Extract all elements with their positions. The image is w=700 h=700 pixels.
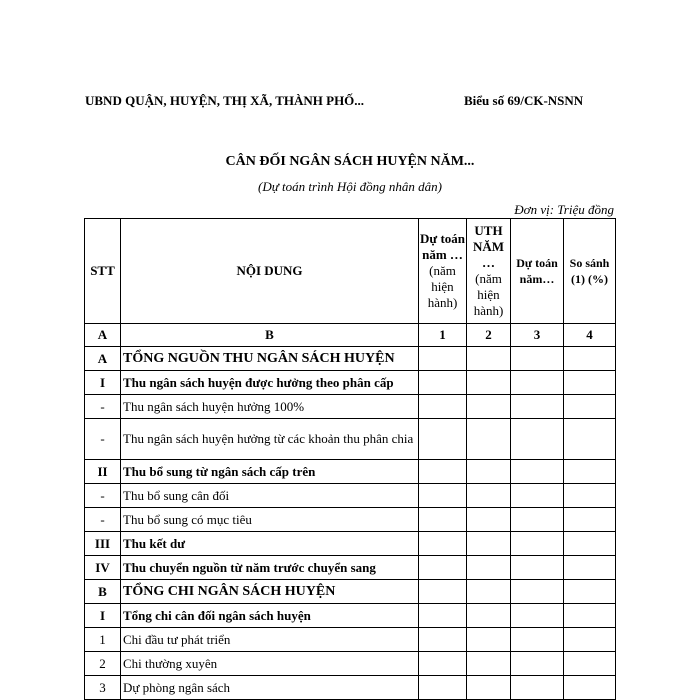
value-cell[interactable] bbox=[511, 347, 564, 371]
unit-label: Đơn vị: Triệu đồng bbox=[514, 202, 614, 217]
value-cell[interactable] bbox=[467, 604, 511, 628]
col-header-uth-main: UTH NĂM … bbox=[472, 223, 505, 270]
row-stt: 3 bbox=[85, 676, 121, 700]
value-cell[interactable] bbox=[564, 347, 616, 371]
table-row bbox=[85, 556, 616, 580]
row-stt: B bbox=[85, 580, 121, 604]
row-stt: III bbox=[85, 532, 121, 556]
row-content: Thu ngân sách huyện hưởng 100% bbox=[121, 395, 419, 419]
value-cell[interactable] bbox=[467, 460, 511, 484]
index-cell: A bbox=[85, 324, 121, 347]
row-stt: - bbox=[85, 419, 121, 460]
value-cell[interactable] bbox=[564, 532, 616, 556]
value-cell[interactable] bbox=[419, 460, 467, 484]
index-cell: 4 bbox=[564, 324, 616, 347]
value-cell[interactable] bbox=[564, 484, 616, 508]
col-header-estimate-current bbox=[419, 219, 467, 324]
value-cell[interactable] bbox=[511, 532, 564, 556]
value-cell[interactable] bbox=[511, 628, 564, 652]
value-cell[interactable] bbox=[511, 484, 564, 508]
value-cell[interactable] bbox=[419, 532, 467, 556]
row-stt: 2 bbox=[85, 652, 121, 676]
value-cell[interactable] bbox=[467, 652, 511, 676]
value-cell[interactable] bbox=[419, 347, 467, 371]
value-cell[interactable] bbox=[564, 460, 616, 484]
value-cell[interactable] bbox=[511, 652, 564, 676]
row-content: Thu bổ sung từ ngân sách cấp trên bbox=[121, 460, 419, 484]
value-cell[interactable] bbox=[564, 628, 616, 652]
row-content: Thu chuyển nguồn từ năm trước chuyển sang bbox=[121, 556, 419, 580]
form-number: Biểu số 69/CK-NSNN bbox=[464, 93, 584, 108]
value-cell[interactable] bbox=[564, 652, 616, 676]
row-content: Thu ngân sách huyện được hưởng theo phân cấp bbox=[121, 371, 419, 395]
value-cell[interactable] bbox=[419, 419, 467, 460]
row-stt: - bbox=[85, 508, 121, 532]
index-cell: B bbox=[121, 324, 419, 347]
row-stt: I bbox=[85, 371, 121, 395]
table-row bbox=[85, 395, 616, 419]
value-cell[interactable] bbox=[419, 604, 467, 628]
value-cell[interactable] bbox=[564, 676, 616, 700]
value-cell[interactable] bbox=[419, 580, 467, 604]
index-cell: 3 bbox=[511, 324, 564, 347]
row-stt: IV bbox=[85, 556, 121, 580]
table-row bbox=[85, 676, 616, 700]
value-cell[interactable] bbox=[511, 604, 564, 628]
row-stt: A bbox=[85, 347, 121, 371]
table-row bbox=[85, 580, 616, 604]
table-row bbox=[85, 484, 616, 508]
value-cell[interactable] bbox=[564, 419, 616, 460]
value-cell[interactable] bbox=[467, 508, 511, 532]
row-stt: - bbox=[85, 484, 121, 508]
value-cell[interactable] bbox=[511, 580, 564, 604]
issuing-authority: UBND QUẬN, HUYỆN, THỊ XÃ, THÀNH PHỐ... bbox=[85, 93, 365, 108]
row-content: Dự phòng ngân sách bbox=[121, 676, 419, 700]
table-row bbox=[85, 371, 616, 395]
value-cell[interactable] bbox=[419, 371, 467, 395]
table-row bbox=[85, 628, 616, 652]
header-row bbox=[85, 219, 616, 324]
value-cell[interactable] bbox=[467, 580, 511, 604]
col-header-uth-sub: (năm hiện hành) bbox=[473, 271, 504, 318]
table-row bbox=[85, 604, 616, 628]
row-content: Chi thường xuyên bbox=[121, 652, 419, 676]
column-index-row bbox=[85, 324, 616, 347]
value-cell[interactable] bbox=[511, 676, 564, 700]
col-header-estimate-current-main: Dự toán năm … bbox=[420, 231, 465, 262]
row-content: TỔNG CHI NGÂN SÁCH HUYỆN bbox=[121, 580, 419, 604]
value-cell[interactable] bbox=[467, 532, 511, 556]
value-cell[interactable] bbox=[511, 419, 564, 460]
table-row bbox=[85, 347, 616, 371]
table-row bbox=[85, 508, 616, 532]
index-cell: 1 bbox=[419, 324, 467, 347]
value-cell[interactable] bbox=[511, 371, 564, 395]
value-cell[interactable] bbox=[419, 484, 467, 508]
value-cell[interactable] bbox=[511, 508, 564, 532]
value-cell[interactable] bbox=[511, 395, 564, 419]
value-cell[interactable] bbox=[467, 371, 511, 395]
row-stt: - bbox=[85, 395, 121, 419]
col-header-uth bbox=[467, 219, 511, 324]
col-header-stt: STT bbox=[85, 219, 121, 324]
value-cell[interactable] bbox=[419, 556, 467, 580]
row-content: Tổng chi cân đối ngân sách huyện bbox=[121, 604, 419, 628]
value-cell[interactable] bbox=[564, 371, 616, 395]
budget-table bbox=[84, 218, 616, 700]
row-content: Thu kết dư bbox=[121, 532, 419, 556]
value-cell[interactable] bbox=[419, 628, 467, 652]
value-cell[interactable] bbox=[419, 395, 467, 419]
table-row bbox=[85, 652, 616, 676]
table-row bbox=[85, 419, 616, 460]
value-cell[interactable] bbox=[467, 484, 511, 508]
row-stt: 1 bbox=[85, 628, 121, 652]
col-header-compare: So sánh (1) (%) bbox=[564, 219, 616, 324]
col-header-estimate-current-sub: (năm hiện hành) bbox=[427, 263, 458, 310]
row-stt: II bbox=[85, 460, 121, 484]
value-cell[interactable] bbox=[419, 676, 467, 700]
value-cell[interactable] bbox=[511, 460, 564, 484]
value-cell[interactable] bbox=[419, 508, 467, 532]
row-content: Chi đầu tư phát triển bbox=[121, 628, 419, 652]
value-cell[interactable] bbox=[419, 652, 467, 676]
value-cell[interactable] bbox=[564, 508, 616, 532]
row-stt: I bbox=[85, 604, 121, 628]
index-cell: 2 bbox=[467, 324, 511, 347]
table-row bbox=[85, 460, 616, 484]
value-cell[interactable] bbox=[564, 604, 616, 628]
col-header-content: NỘI DUNG bbox=[121, 219, 419, 324]
table-row bbox=[85, 532, 616, 556]
row-content: Thu bổ sung cân đối bbox=[121, 484, 419, 508]
value-cell[interactable] bbox=[564, 395, 616, 419]
value-cell[interactable] bbox=[467, 556, 511, 580]
value-cell[interactable] bbox=[511, 556, 564, 580]
row-content: TỔNG NGUỒN THU NGÂN SÁCH HUYỆN bbox=[121, 347, 419, 371]
value-cell[interactable] bbox=[467, 395, 511, 419]
value-cell[interactable] bbox=[564, 580, 616, 604]
document-subtitle: (Dự toán trình Hội đồng nhân dân) bbox=[257, 179, 443, 194]
value-cell[interactable] bbox=[467, 419, 511, 460]
row-content: Thu bổ sung có mục tiêu bbox=[121, 508, 419, 532]
value-cell[interactable] bbox=[564, 556, 616, 580]
document-title: CÂN ĐỐI NGÂN SÁCH HUYỆN NĂM... bbox=[225, 154, 475, 169]
value-cell[interactable] bbox=[467, 628, 511, 652]
col-header-estimate-next: Dự toán năm… bbox=[511, 219, 564, 324]
value-cell[interactable] bbox=[467, 676, 511, 700]
value-cell[interactable] bbox=[467, 347, 511, 371]
row-content: Thu ngân sách huyện hưởng từ các khoản thu phân chia bbox=[121, 419, 419, 460]
